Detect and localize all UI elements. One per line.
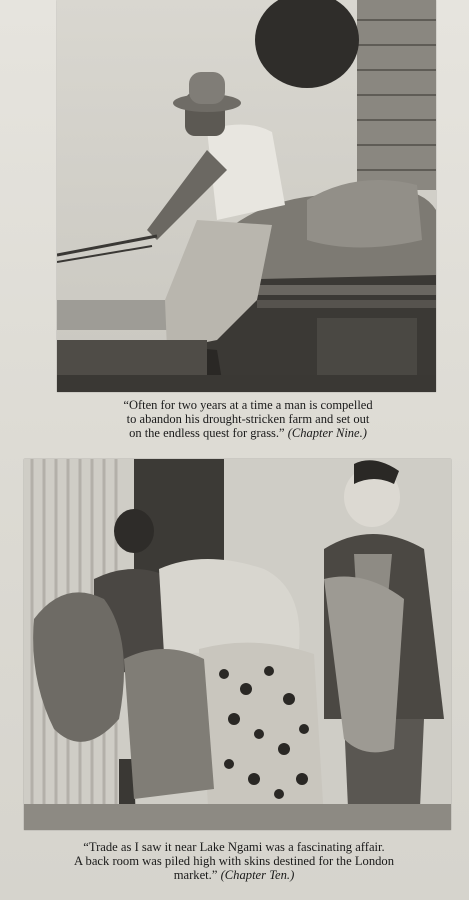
chapter-reference: (Chapter Ten.): [220, 868, 295, 882]
caption-line: “Often for two years at a time a man is compelled: [123, 398, 373, 412]
caption-line: to abandon his drought-stricken farm and set out: [126, 412, 370, 426]
caption-text: market.”: [173, 868, 218, 882]
chapter-reference: (Chapter Nine.): [287, 426, 367, 440]
caption-line: [60, 426, 436, 440]
caption-line: “Trade as I saw it near Lake Ngami was a fascinating affair.: [83, 840, 385, 854]
skin-trade-caption: [14, 840, 454, 882]
wagon-driver-photo: [57, 0, 436, 392]
caption-line: A back room was piled high with skins destined for the London: [73, 854, 395, 868]
caption-text: on the endless quest for grass.”: [129, 426, 285, 440]
caption-line: [14, 868, 454, 882]
skin-trade-photo: [24, 459, 451, 830]
wagon-photo-caption: [60, 398, 436, 440]
